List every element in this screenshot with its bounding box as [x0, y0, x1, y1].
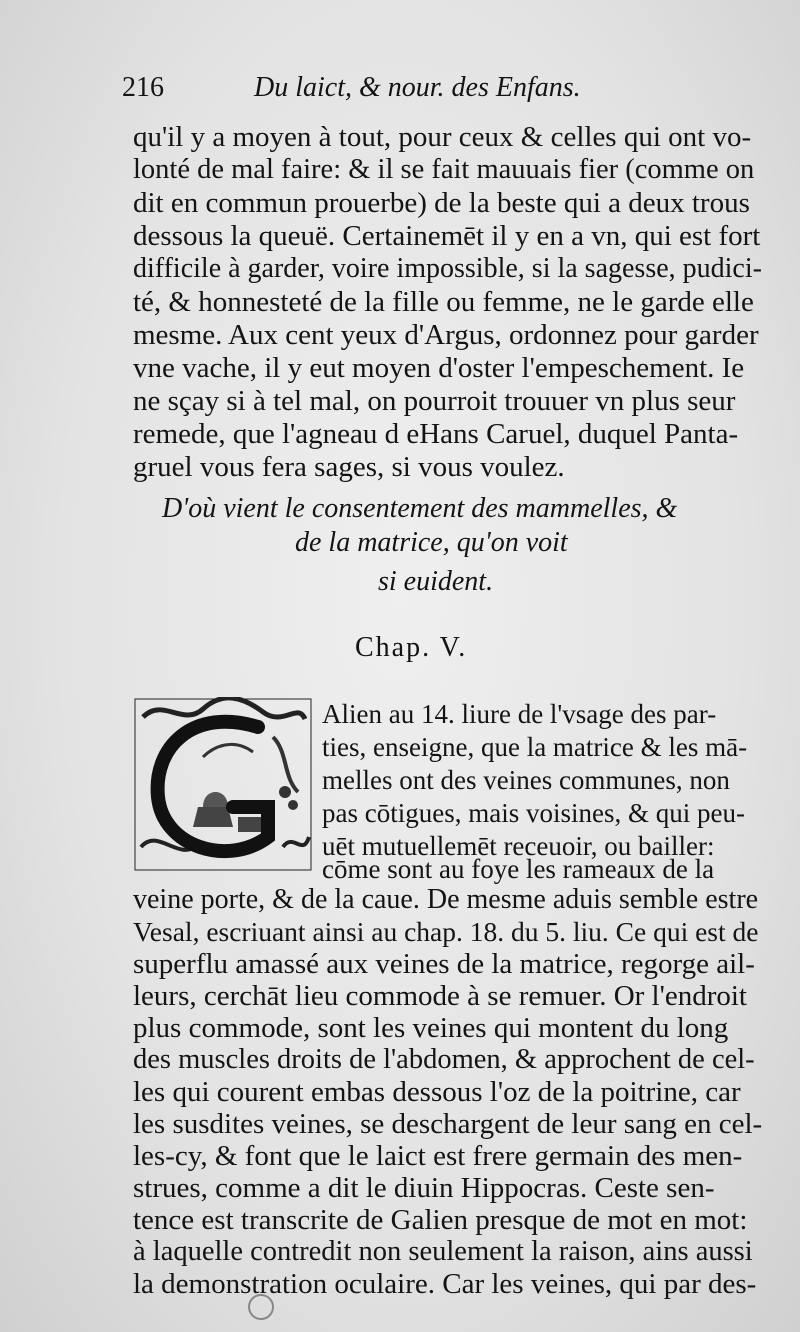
- text-line: té, & honnesteté de la fille ou femme, ne le garde elle: [133, 286, 754, 318]
- text-line: la demonstration oculaire. Car les veines, qui par des-: [133, 1268, 757, 1300]
- text-line: ne sçay si à tel mal, on pourroit trouuer vn plus seur: [133, 385, 736, 417]
- text-line: plus commode, sont les veines qui montent du long: [133, 1012, 729, 1044]
- decorated-initial-g: [133, 697, 313, 872]
- text-line: les-cy, & font que le laict est frere germain des men-: [133, 1140, 743, 1172]
- chapter-heading: Chap. V.: [355, 632, 468, 663]
- text-line: qu'il y a moyen à tout, pour ceux & celles qui ont vo-: [133, 121, 752, 153]
- text-line: superflu amassé aux veines de la matrice, regorge ail-: [133, 948, 755, 980]
- page-blemish: [248, 1294, 274, 1320]
- chapter-title-line: si euident.: [378, 566, 494, 597]
- text-line: leurs, cerchāt lieu commode à se remuer. Or l'endroit: [133, 980, 747, 1012]
- text-line: veine porte, & de la caue. De mesme aduis semble estre: [133, 884, 759, 915]
- text-line: dessous la queuë. Certainemēt il y en a vn, qui est fort: [133, 220, 761, 252]
- text-line: les susdites veines, se deschargent de leur sang en cel-: [133, 1108, 763, 1140]
- text-line: difficile à garder, voire impossible, si la sagesse, pudici-: [133, 253, 762, 284]
- text-line: strues, comme a dit le diuin Hippocras. Ceste sen-: [133, 1172, 715, 1204]
- page-number: 216: [122, 72, 164, 103]
- text-line: lonté de mal faire: & il se fait mauuais fier (comme on: [133, 154, 755, 185]
- text-line: pas cōtigues, mais voisines, & qui peu-: [322, 798, 745, 828]
- text-line: cōme sont au foye les rameaux de la: [322, 854, 715, 884]
- text-line: des muscles droits de l'abdomen, & approchent de cel-: [133, 1044, 755, 1075]
- text-line: dit en commun prouerbe) de la beste qui a deux trous: [133, 187, 750, 219]
- text-line: ties, enseigne, que la matrice & les mā-: [322, 732, 748, 762]
- text-line: gruel vous fera sages, si vous voulez.: [133, 451, 565, 483]
- chapter-title-line: D'où vient le consentement des mammelles, &: [162, 493, 678, 524]
- text-line: les qui courent embas dessous l'oz de la poitrine, car: [133, 1076, 741, 1108]
- chapter-title-line: de la matrice, qu'on voit: [295, 527, 568, 558]
- text-line: Alien au 14. liure de l'vsage des par-: [322, 699, 717, 729]
- text-line: tence est transcrite de Galien presque de mot en mot:: [133, 1204, 748, 1236]
- text-line: Vesal, escriuant ainsi au chap. 18. du 5. liu. Ce qui est de: [133, 916, 759, 947]
- text-line: remede, que l'agneau d eHans Caruel, duquel Panta-: [133, 418, 739, 450]
- text-line: melles ont des veines communes, non: [322, 765, 730, 795]
- text-line: vne vache, il y eut moyen d'oster l'empeschement. Ie: [133, 352, 745, 384]
- text-line: uēt mutuellemēt receuoir, ou bailler:: [322, 831, 715, 861]
- text-line: mesme. Aux cent yeux d'Argus, ordonnez pour garder: [133, 319, 759, 351]
- running-title: Du laict, & nour. des Enfans.: [254, 72, 581, 103]
- text-line: à laquelle contredit non seulement la raison, ains aussi: [133, 1236, 753, 1267]
- page-header: [122, 72, 622, 112]
